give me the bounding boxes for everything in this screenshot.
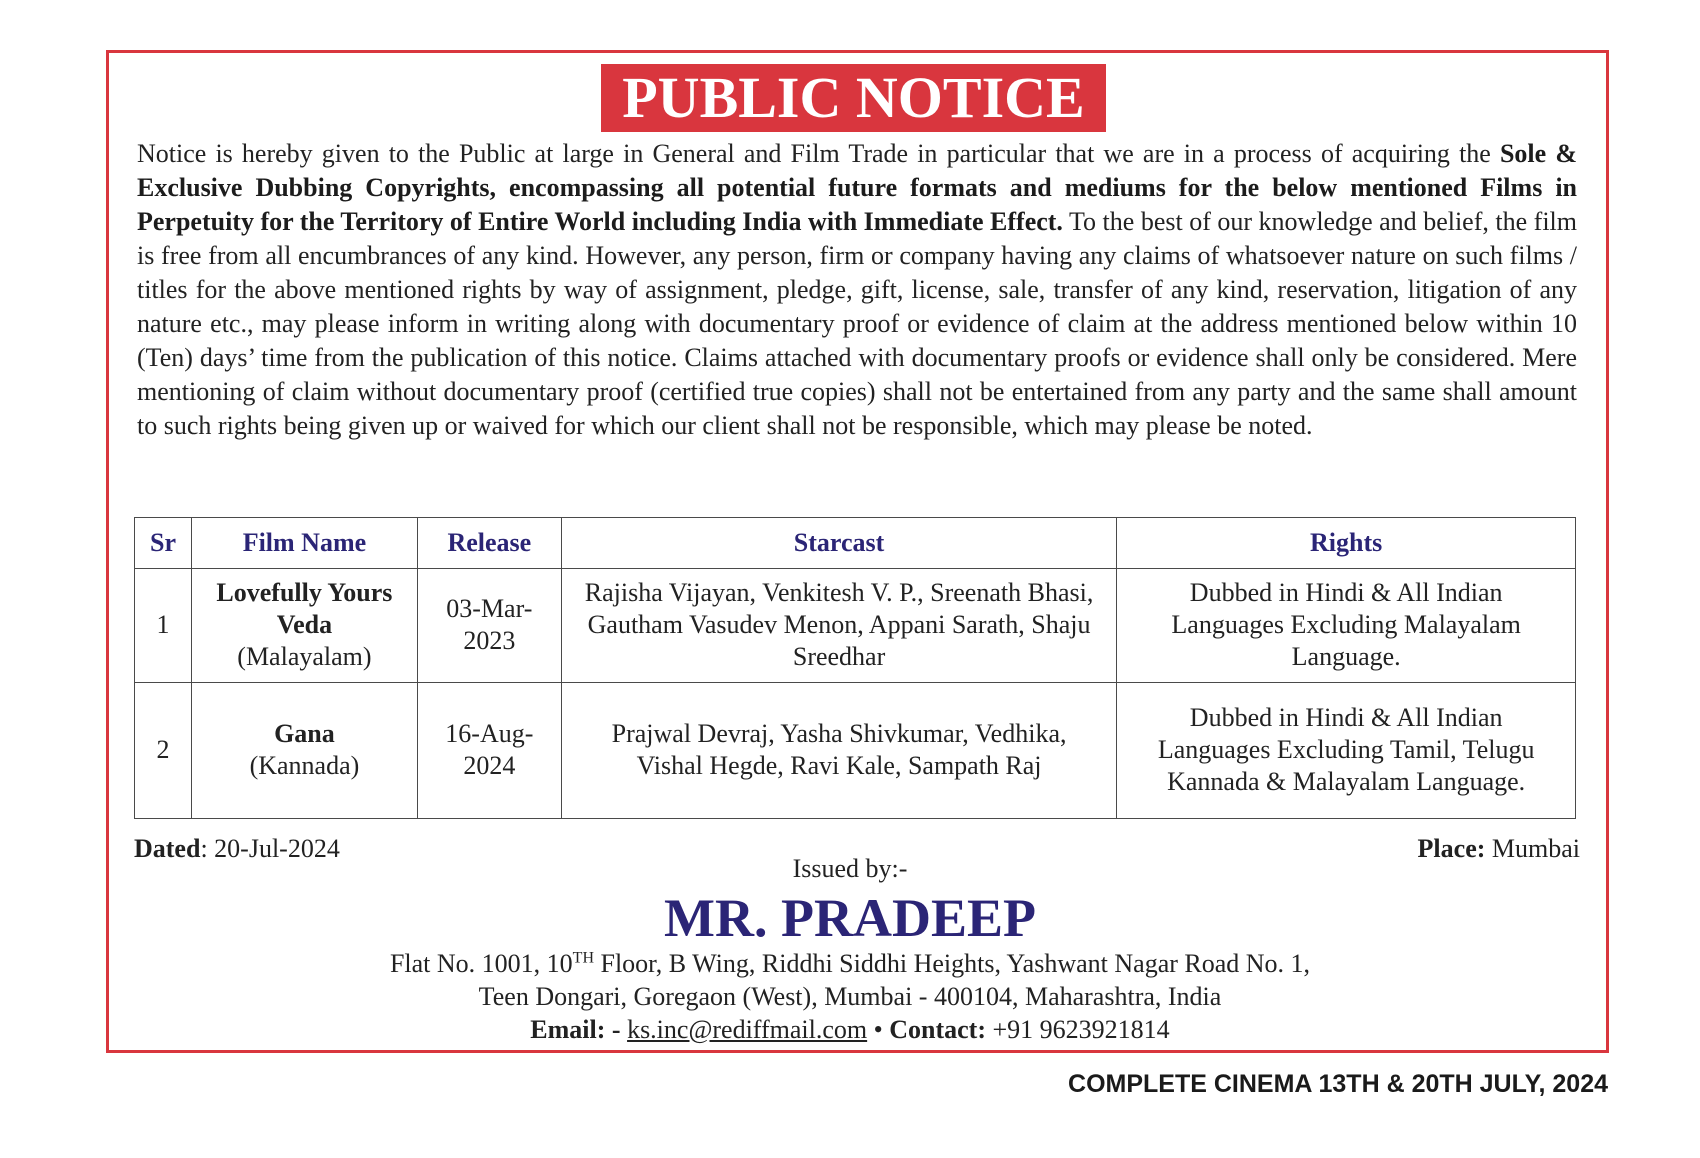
header-release: Release	[417, 518, 561, 569]
address-post: Floor, B Wing, Riddhi Siddhi Heights, Yashwant Nagar Road No. 1,	[594, 949, 1311, 978]
film-title: Lovefully Yours Veda	[216, 578, 393, 640]
table-row	[135, 682, 1576, 818]
email-link[interactable]: ks.inc@rediffmail.com	[627, 1015, 868, 1044]
issuer-name: MR. PRADEEP	[664, 888, 1036, 948]
contact-label: Contact:	[889, 1015, 987, 1044]
header-sr: Sr	[135, 518, 192, 569]
cell-film-name	[191, 569, 417, 683]
film-language: (Kannada)	[249, 751, 360, 781]
cell-sr: 2	[135, 682, 192, 818]
notice-body-claims: To the best of our knowledge and belief, the film is free from all encumbrances of any kind. However, any person, firm or company having any claims of whatsoever nature on such films / titles for the above mentioned rights by way of assignment, pledge, gift, license, sale, transfer of any kind, reservation, litigation of any nature etc., may please inform in writing along with documentary proof or evidence of claim at the address mentioned below within 10 (Ten) days’ time from the publication of this notice. Claims attached with documentary proofs or evidence shall only be considered. Mere mentioning of claim without documentary proof (certified true copies) shall not be entertained from any party and the same shall amount to such rights being given up or waived for which our client shall not be responsible, which may please be noted.	[137, 207, 1577, 440]
email-label: Email: -	[530, 1015, 621, 1044]
cell-film-name	[191, 682, 417, 818]
address-superscript: TH	[572, 949, 594, 967]
publication-footer: COMPLETE CINEMA 13TH & 20TH JULY, 2024	[1068, 1070, 1608, 1098]
header-starcast: Starcast	[561, 518, 1117, 569]
header-film-name: Film Name	[191, 518, 417, 569]
cell-rights: Dubbed in Hindi & All Indian Languages Excluding Malayalam Language.	[1117, 569, 1576, 683]
contact-line	[0, 1014, 1700, 1046]
header-rights: Rights	[1117, 518, 1576, 569]
address-line-1	[0, 948, 1700, 980]
cell-release: 03-Mar-2023	[417, 569, 561, 683]
film-language: (Malayalam)	[237, 642, 372, 672]
dated-value: : 20-Jul-2024	[200, 834, 340, 863]
notice-body-rights-statement: Sole & Exclusive Dubbing Copyrights, encompassing all potential future formats and mediums for the below mentioned Films in Perpetuity for the Territory of Entire World including India with Immediate Effect.	[137, 139, 1577, 236]
table-row	[135, 569, 1576, 683]
dated-label: Dated	[134, 834, 201, 863]
address-pre: Flat No. 1001, 10	[389, 949, 573, 978]
notice-body	[137, 137, 1577, 443]
place-label: Place:	[1417, 834, 1486, 863]
place-value: Mumbai	[1485, 834, 1580, 863]
cell-sr: 1	[135, 569, 192, 683]
issued-by-label: Issued by:-	[792, 854, 908, 883]
cell-rights: Dubbed in Hindi & All Indian Languages Excluding Tamil, Telugu Kannada & Malayalam Language.	[1117, 682, 1576, 818]
cell-starcast: Rajisha Vijayan, Venkitesh V. P., Sreenath Bhasi, Gautham Vasudev Menon, Appani Sarath, Shaju Sreedhar	[561, 569, 1117, 683]
table-header-row	[135, 518, 1576, 569]
notice-body-intro: Notice is hereby given to the Public at large in General and Film Trade in particular that we are in a process of acquiring the	[137, 139, 1500, 168]
address-line-2: Teen Dongari, Goregaon (West), Mumbai - 400104, Maharashtra, India	[478, 982, 1222, 1011]
films-table	[134, 517, 1576, 819]
film-title: Gana	[274, 719, 335, 749]
cell-release: 16-Aug-2024	[417, 682, 561, 818]
cell-starcast: Prajwal Devraj, Yasha Shivkumar, Vedhika, Vishal Hegde, Ravi Kale, Sampath Raj	[561, 682, 1117, 818]
contact-separator: •	[867, 1015, 890, 1044]
contact-number: +91 9623921814	[986, 1015, 1170, 1044]
notice-title: PUBLIC NOTICE	[601, 64, 1106, 132]
